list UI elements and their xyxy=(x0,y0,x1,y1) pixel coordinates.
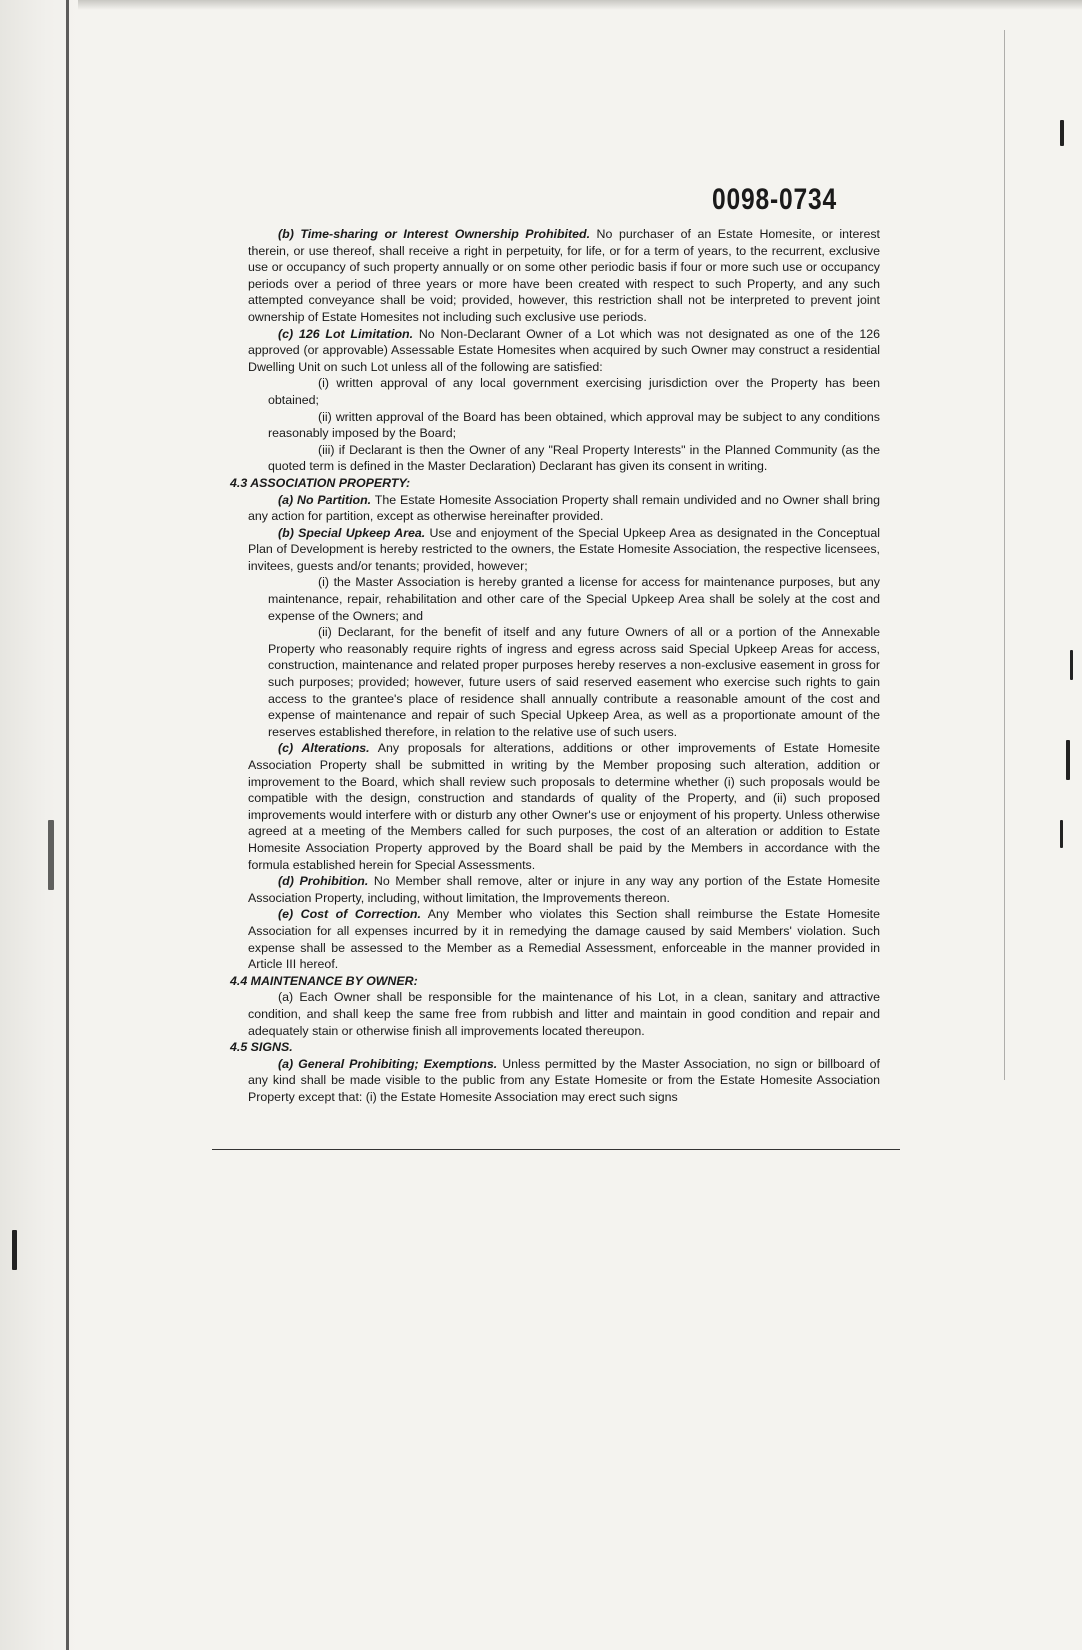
paragraph-heading: (b) Special Upkeep Area. xyxy=(278,525,426,540)
paragraph-alterations xyxy=(248,740,880,873)
paragraph-heading: (b) Time-sharing or Interest Ownership Prohibited. xyxy=(278,227,591,241)
paragraph-126-lot-limitation xyxy=(248,326,880,376)
document-body xyxy=(230,226,880,1105)
paragraph-heading: (c) Alterations. xyxy=(278,741,370,756)
paragraph-text: Any proposals for alterations, additions or other improvements of Estate Homesite Association Property shall be submitted in writing by the Member proposing such alteration, addition or improvement to the Board, which shall review such proposals to determine whether (i) such proposals would be compatible with the design, construction and standards of quality of the Property, and (ii) such proposed improvements would interfere with or disturb any other Owner's use or enjoyment of his property. Unless otherwise agreed at a meeting of the Members called for such purposes, the cost of an alteration or addition to Estate Homesite Association Property approved by the Board shall be paid by the Members in accordance with the formula established herein for Special Assessments. xyxy=(248,741,880,872)
subparagraph: (ii) Declarant, for the benefit of itself and any future Owners of all or a portion of the Annexable Property who reasonably require rights of ingress and egress across said Special Upkeep Areas for access, construction, maintenance and related proper purposes hereby reserves a non-exclusive easement in gross for such purposes; provided; however, future users of said reserved easement who exercise such rights to gain access to the grantee's place of residence shall annually contribute a reasonable amount of the cost and expense of maintenance and repair of such Special Upkeep Area, as well as a proportionate amount of the reserves established therefore, in relation to the relative use of such users. xyxy=(268,625,880,739)
paragraph-text: No Member shall remove, alter or injure in any way any portion of the Estate Homesite Association Property, including, without limitation, the Improvements thereon. xyxy=(248,874,880,905)
scan-binding-line-left xyxy=(66,0,69,1650)
section-heading-4-5: 4.5 SIGNS. xyxy=(230,1040,293,1055)
subparagraph: (iii) if Declarant is then the Owner of any "Real Property Interests" in the Planned Community (as the quoted term is defined in the Master Declaration) Declarant has given its consent in writing. xyxy=(268,442,880,474)
paragraph-text: The Estate Homesite Association Property shall remain undivided and no Owner shall bring any action for partition, except as otherwise hereinafter provided. xyxy=(248,492,880,524)
paragraph-cost-of-correction xyxy=(248,906,880,972)
paragraph-text: No purchaser of an Estate Homesite, or interest therein, or use thereof, shall receive a right in perpetuity, for life, or for a term of years, to the recurrent, exclusive use or occupancy of such property annually or on some other periodic basis if four or more such use or occupancy periods over a period of three years or more have been created with respect to such Property, and any such attempted conveyance shall be void; provided, however, this restriction shall not be interpreted to prevent joint ownership of Estate Homesites not including such exclusive use periods. xyxy=(248,227,880,324)
paragraph-prohibition xyxy=(248,873,880,906)
paragraph-heading: (e) Cost of Correction. xyxy=(278,907,421,922)
scan-speck xyxy=(1060,820,1063,848)
document-number: 0098-0734 xyxy=(712,183,838,216)
scan-top-edge xyxy=(0,0,1082,10)
paragraph-text: Unless permitted by the Master Association, no sign or billboard of any kind shall be made visible to the public from any Estate Homesite or from the Estate Homesite Association Property except that: (i) the Estate Homesite Association may erect such signs xyxy=(248,1056,880,1104)
scan-speck xyxy=(1060,120,1064,146)
scan-speck xyxy=(1066,740,1070,780)
paragraph-heading: (c) 126 Lot Limitation. xyxy=(278,326,414,341)
paragraph-signs-general xyxy=(248,1056,880,1106)
paragraph-no-partition xyxy=(248,492,880,525)
paragraph-text: Use and enjoyment of the Special Upkeep Area as designated in the Conceptual Plan of Development is hereby restricted to the owners, the Estate Homesite Association, the respective licensees, invitees, guests and/or tenants; provided, however; xyxy=(248,525,880,573)
paragraph-time-sharing xyxy=(248,226,880,326)
paragraph-special-upkeep-area xyxy=(248,525,880,575)
bottom-rule xyxy=(212,1149,900,1150)
paragraph-heading: (d) Prohibition. xyxy=(278,874,369,889)
paragraph-text: Any Member who violates this Section shall reimburse the Estate Homesite Association for all expenses incurred by it in remedying the damage caused by said Members' violation. Such expense shall be assessed to the Member as a Remedial Assessment, enforceable in the manner provided in Article III hereof. xyxy=(248,907,880,972)
section-heading-4-4: 4.4 MAINTENANCE BY OWNER: xyxy=(230,973,418,988)
paragraph-heading: (a) No Partition. xyxy=(278,492,372,507)
scan-binding-line-right xyxy=(1004,30,1005,1080)
paragraph-heading: (a) General Prohibiting; Exemptions. xyxy=(278,1056,498,1071)
subparagraph: (i) the Master Association is hereby granted a license for access for maintenance purposes, but any maintenance, repair, rehabilitation and other care of the Special Upkeep Area shall be solely at the cost and expense of the Owners; and xyxy=(268,575,880,623)
scan-speck xyxy=(48,820,54,890)
scan-speck xyxy=(1070,650,1073,680)
paragraph-text: No Non-Declarant Owner of a Lot which was not designated as one of the 126 approved (or approvable) Assessable Estate Homesites when acquired by such Owner may construct a residential Dwelling Unit on such Lot unless all of the following are satisfied: xyxy=(248,326,880,374)
subparagraph: (ii) written approval of the Board has been obtained, which approval may be subject to any conditions reasonably imposed by the Board; xyxy=(268,409,880,441)
scan-speck xyxy=(12,1230,17,1270)
section-heading-4-3: 4.3 ASSOCIATION PROPERTY: xyxy=(230,475,411,490)
subparagraph: (i) written approval of any local government exercising jurisdiction over the Property has been obtained; xyxy=(268,376,880,407)
paragraph-owner-maintenance: (a) Each Owner shall be responsible for the maintenance of his Lot, in a clean, sanitary and attractive condition, and shall keep the same free from rubbish and litter and maintain in good condition and repair and adequately stain or otherwise finish all improvements located thereupon. xyxy=(248,990,880,1038)
